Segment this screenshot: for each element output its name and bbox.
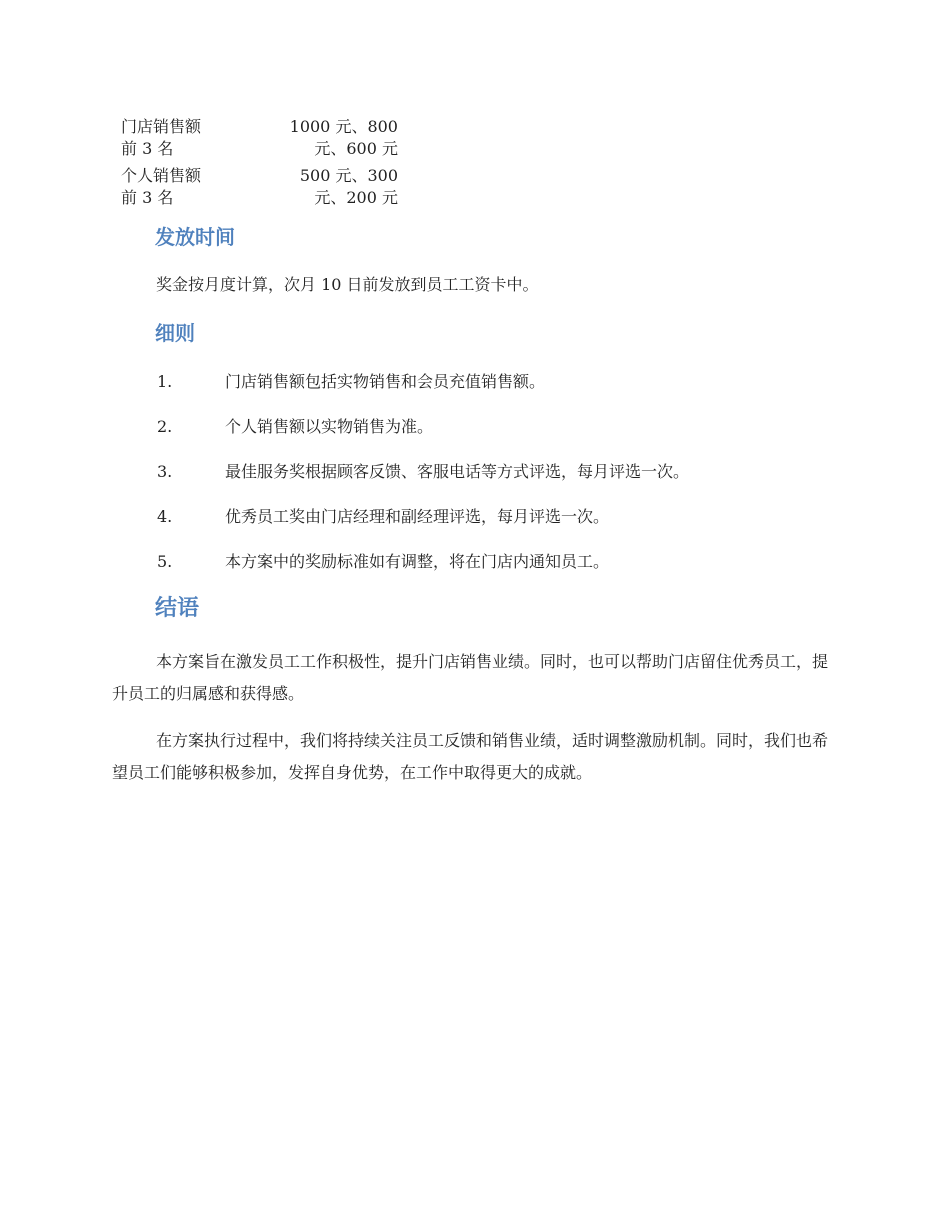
conclusion-paragraph-1: 本方案旨在激发员工工作积极性，提升门店销售业绩。同时，也可以帮助门店留住优秀员工，提升员工的归属感和获得感。 (112, 652, 829, 703)
section-heading-rules: 细则 (155, 321, 195, 345)
reward-table (121, 116, 411, 214)
timing-paragraph: 奖金按月度计算，次月 10 日前发放到员工工资卡中。 (156, 275, 539, 294)
section-heading-timing: 发放时间 (155, 225, 235, 249)
list-item-text: 个人销售额以实物销售为准。 (225, 417, 434, 436)
list-item-number: 2. (157, 417, 173, 436)
list-item-text: 门店销售额包括实物销售和会员充值销售额。 (225, 372, 546, 391)
section-heading-conclusion: 结语 (155, 596, 200, 621)
table-cell-category: 门店销售额 前 3 名 (121, 117, 202, 158)
list-item-text: 本方案中的奖励标准如有调整，将在门店内通知员工。 (225, 552, 610, 571)
list-item-text: 优秀员工奖由门店经理和副经理评选，每月评选一次。 (225, 507, 610, 526)
table-row (121, 165, 411, 214)
list-item-text: 最佳服务奖根据顾客反馈、客服电话等方式评选，每月评选一次。 (225, 462, 690, 481)
list-item-number: 1. (157, 372, 173, 391)
conclusion-paragraph-2: 在方案执行过程中，我们将持续关注员工反馈和销售业绩，适时调整激励机制。同时，我们也希望员工们能够积极参加，发挥自身优势，在工作中取得更大的成就。 (112, 731, 829, 782)
list-item-number: 3. (157, 462, 173, 481)
table-row (121, 116, 411, 165)
list-item-number: 5. (157, 552, 173, 571)
table-cell-amount: 500 元、300 元、200 元 (299, 166, 398, 207)
table-cell-amount: 1000 元、800 元、600 元 (289, 117, 398, 158)
list-item-number: 4. (157, 507, 173, 526)
table-cell-category: 个人销售额 前 3 名 (121, 166, 202, 207)
